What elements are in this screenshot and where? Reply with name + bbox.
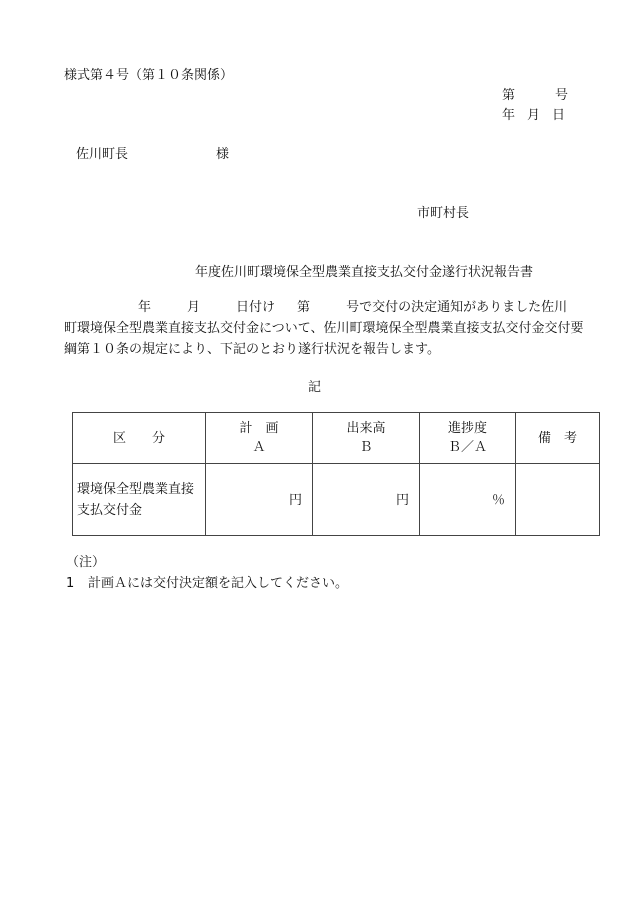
- report-table: [72, 412, 600, 536]
- header-progress-sub: Ｂ／Ａ: [447, 440, 487, 455]
- addressee: [76, 143, 229, 162]
- header-actual-sub: Ｂ: [359, 440, 373, 455]
- cell-progress[interactable]: ％: [420, 464, 516, 536]
- sender: 市町村長: [417, 206, 470, 221]
- header-actual-label: 出来高: [346, 421, 386, 436]
- body-rest: 号で交付の決定通知がありました佐川: [346, 300, 568, 315]
- body-line-3: 綱第１０条の規定により、下記のとおり遂行状況を報告します。: [64, 342, 440, 357]
- body-line-1: [64, 297, 584, 318]
- ki-heading: 記: [308, 380, 322, 395]
- date-year: 年: [502, 108, 516, 123]
- document-number: [502, 84, 568, 103]
- body-line-2: 町環境保全型農業直接支払交付金について、佐川町環境保全型農業直接支払交付金交付要: [64, 321, 584, 336]
- header-remarks: 備 考: [516, 413, 600, 464]
- note-text: 計画Ａには交付決定額を記入してください。: [88, 576, 349, 591]
- body-month: 月: [187, 300, 201, 315]
- header-category: 区 分: [73, 413, 206, 464]
- doc-number-suffix: 号: [555, 88, 569, 103]
- header-progress: [420, 413, 516, 464]
- form-label: 様式第４号（第１０条関係）: [64, 68, 234, 83]
- header-plan-sub: Ａ: [252, 440, 266, 455]
- table-row: [73, 464, 600, 536]
- header-plan-label: 計 画: [239, 421, 279, 436]
- header-progress-label: 進捗度: [447, 421, 487, 436]
- body-dai: 第: [297, 300, 311, 315]
- cell-actual[interactable]: 円: [313, 464, 420, 536]
- cell-remarks[interactable]: [516, 464, 600, 536]
- body-year: 年: [138, 300, 152, 315]
- note-number: 1: [66, 576, 75, 591]
- table-header-row: [73, 413, 600, 464]
- cell-plan[interactable]: 円: [206, 464, 313, 536]
- header-plan: [206, 413, 313, 464]
- date-month: 月: [527, 108, 541, 123]
- addressee-honorific: 様: [216, 147, 230, 162]
- item-text: 環境保全型農業直接支払交付金: [77, 481, 195, 518]
- note-item: [66, 572, 348, 591]
- addressee-name: 佐川町長: [76, 147, 129, 162]
- cell-item: [73, 464, 206, 536]
- document-title: 年度佐川町環境保全型農業直接支払交付金遂行状況報告書: [195, 265, 534, 280]
- doc-number-prefix: 第: [502, 88, 516, 103]
- notes-heading: （注）: [66, 555, 106, 570]
- document-date: [502, 104, 565, 123]
- body-text: [64, 297, 584, 360]
- date-day: 日: [552, 108, 566, 123]
- header-actual: [313, 413, 420, 464]
- body-dated: 日付け: [236, 300, 276, 315]
